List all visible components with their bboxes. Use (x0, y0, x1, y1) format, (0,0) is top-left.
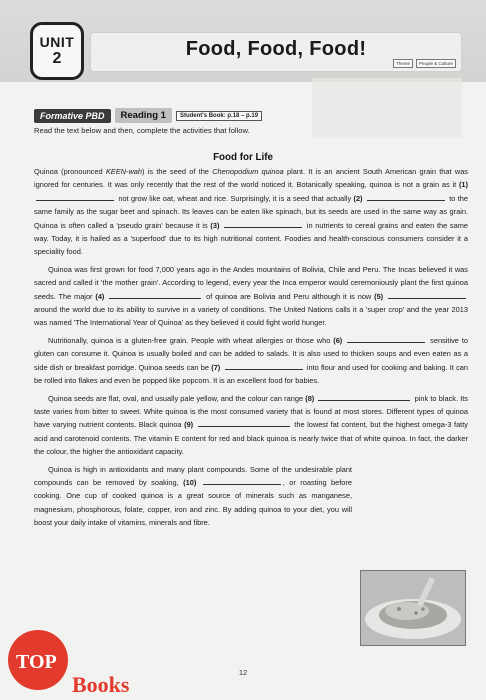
paragraph-2: Quinoa was first grown for food 7,000 years ago in the Andes mountains of Bolivia, Chile and Peru. The Incas believed it was sacred and called it 'the mother grain'. According to legend, every year the Inca emperor would ceremoniously plant the first quinoa seeds. The major (4) of quinoa are Bolivia and Peru although it is now (5) around the world due to its ability to survive in a variety of conditions. The United Nations calls it a 'super crop' and the year 2013 was named 'The International Year of Quinoa' as they believed it could fight world hunger. (34, 264, 468, 328)
unit-badge (30, 22, 84, 80)
gap-number: (8) (305, 393, 315, 403)
answer-blank-2[interactable] (367, 192, 445, 201)
theme-value-tag: People & Culture (416, 59, 456, 68)
gap-number: (6) (333, 335, 343, 345)
answer-blank-1[interactable] (36, 192, 114, 201)
gap-number: (3) (210, 220, 220, 230)
students-book-ref: Student's Book: p.18 – p.19 (176, 111, 262, 121)
top-books-watermark (0, 622, 140, 700)
paragraph-5: Quinoa is high in antioxidants and many plant compounds. Some of the undesirable plant compounds can be removed by soaking, (10) , or roasting before cooking. One cup of cooked quinoa is a great source of minerals such as manganese, magnesium, phosphorous, folate, copper, iron and zinc. By adding quinoa to your diet, you will boost your daily intake of vitamins, minerals and fibre. (34, 464, 352, 528)
answer-blank-4[interactable] (109, 290, 201, 299)
article-title: Food for Life (213, 152, 273, 163)
reading-label: Reading 1 (115, 108, 172, 123)
svg-text:TOP: TOP (16, 651, 57, 673)
instructions: Read the text below and then, complete the activities that follow. (34, 126, 250, 135)
answer-blank-6[interactable] (347, 334, 425, 343)
gap-number: (2) (353, 193, 363, 203)
title-bar (90, 32, 462, 72)
page-number: 12 (238, 668, 248, 677)
gap-number: (4) (95, 291, 105, 301)
pbd-label: Formative PBD (34, 109, 111, 123)
quinoa-photo (360, 570, 466, 646)
answer-blank-9[interactable] (198, 418, 290, 427)
gap-number: (9) (184, 420, 194, 430)
article-body (34, 165, 468, 530)
unit-number: 2 (52, 50, 62, 67)
svg-text:Books: Books (72, 672, 130, 697)
gap-number: (1) (458, 180, 468, 190)
answer-blank-5[interactable] (388, 290, 466, 299)
paragraph-1: Quinoa (pronounced KEEN-wah) is the seed of the Chenopodium quinoa plant. It is an ancient South American grain that was ignored for centuries. It was only recently that the rest of the world noticed it. Botanically speaking, quinoa is not a grain as it (1) not grow like oat, wheat and rice. Surprisingly, it is a seed that actually (2) to the same family as the sugar beet and spinach. Its leaves can be eaten like spinach, but its seeds are used in the same way as grain. Quinoa is often called a 'pseudo grain' because it is (3) in nutrients to cereal grains and eaten the same way. Today, it is hailed as a 'superfood' due to its high nutritional content. Foodies and health-conscious consumers consider it a speciality food. (34, 167, 468, 257)
answer-blank-3[interactable] (224, 219, 302, 228)
answer-blank-10[interactable] (203, 476, 281, 485)
page-title: Food, Food, Food! (185, 38, 367, 60)
paragraph-3: Nutritionally, quinoa is a gluten-free grain. People with wheat allergies or those who (6) sensitive to gluten can consume it. Quinoa is usually boiled and can be added to salads. It is also used to thicken soups and even eaten as a side dish or breakfast porridge. Quinoa seeds can be (7) into flour and used for cooking and baking. It can be rolled into flakes and even be popped like popcorn. It is an excellent food for babies. (34, 335, 469, 386)
theme-tag: Theme (393, 59, 413, 68)
paragraph-4: Quinoa seeds are flat, oval, and usually pale yellow, and the colour can range (8) pink to black. Its taste varies from bitter to sweet. White quinoa is the most consumed variety that is found at most stores. Different types of quinoa have varying nutrient contents. Black quinoa (9) the lowest fat content, but the highest omega-3 fatty acid and carotenoid contents. The vitamin E content for red and black quinoa is nearly twice that of white quinoa. In fact, the darker the colour, the higher the antioxidant capacity. (34, 393, 468, 457)
section-labels (34, 108, 262, 123)
theme-tags (393, 59, 456, 68)
gap-number: (10) (183, 477, 197, 487)
answer-blank-7[interactable] (225, 361, 303, 370)
gap-number: (7) (211, 362, 221, 372)
gap-number: (5) (374, 291, 384, 301)
unit-word: UNIT (39, 34, 75, 50)
answer-blank-8[interactable] (318, 392, 410, 401)
